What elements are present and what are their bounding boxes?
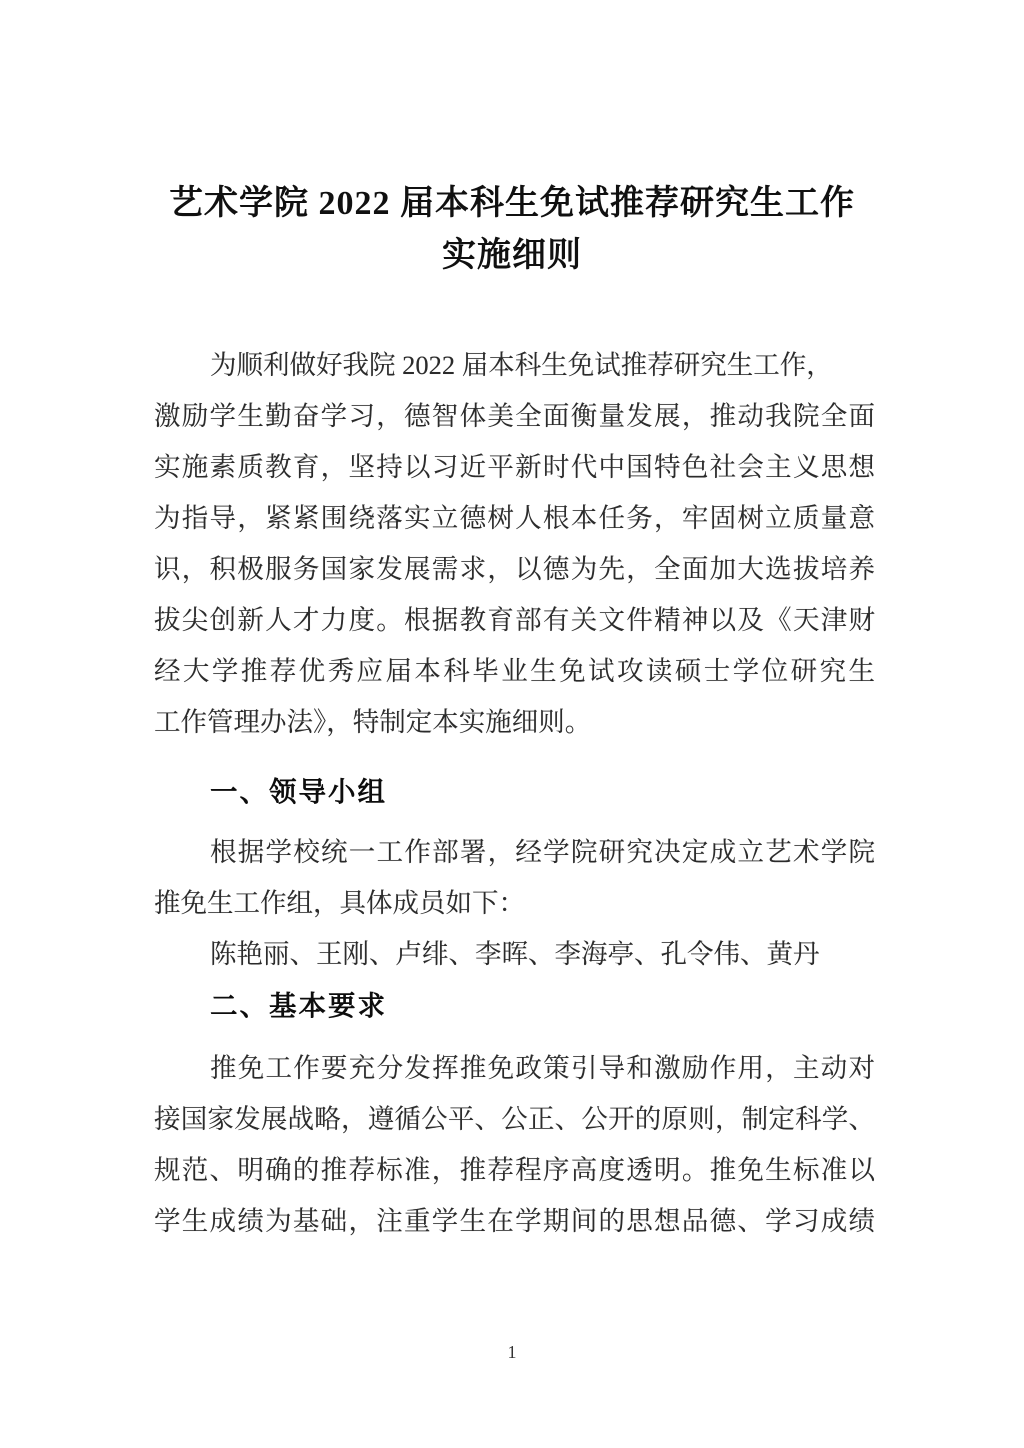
page-number: 1 bbox=[507, 1342, 517, 1362]
intro-line-5: 识，积极服务国家发展需求，以德为先，全面加大选拔培养 bbox=[154, 554, 875, 584]
members-list: 陈艳丽、王刚、卢绯、李晖、李海亭、孔令伟、黄丹 bbox=[210, 939, 820, 969]
intro-line-4: 为指导，紧紧围绕落实立德树人根本任务，牢固树立质量意 bbox=[154, 503, 875, 533]
section-heading-leadership: 一、领导小组 bbox=[210, 776, 387, 807]
intro-line-1: 为顺利做好我院 2022 届本科生免试推荐研究生工作， bbox=[210, 350, 833, 380]
intro-line-8: 工作管理办法》，特制定本实施细则。 bbox=[154, 707, 592, 737]
section2-line-3: 规范、明确的推荐标准，推荐程序高度透明。推免生标准以 bbox=[154, 1155, 875, 1185]
title-line-2: 实施细则 bbox=[442, 237, 582, 274]
intro-line-3: 实施素质教育，坚持以习近平新时代中国特色社会主义思想 bbox=[154, 452, 875, 482]
document-body bbox=[154, 340, 875, 1247]
section1-line-2: 推免生工作组，具体成员如下： bbox=[154, 888, 525, 918]
intro-line-6: 拔尖创新人才力度。根据教育部有关文件精神以及《天津财 bbox=[154, 605, 875, 635]
page-title bbox=[104, 178, 920, 282]
intro-line-7: 经大学推荐优秀应届本科毕业生免试攻读硕士学位研究生 bbox=[154, 656, 875, 686]
section2-line-1: 推免工作要充分发挥推免政策引导和激励作用，主动对 bbox=[210, 1053, 875, 1083]
title-line-1: 艺术学院 2022 届本科生免试推荐研究生工作 bbox=[169, 185, 855, 222]
section2-line-2: 接国家发展战略，遵循公平、公正、公开的原则，制定科学、 bbox=[154, 1104, 875, 1134]
section-heading-requirements: 二、基本要求 bbox=[210, 990, 387, 1021]
section1-line-1: 根据学校统一工作部署，经学院研究决定成立艺术学院 bbox=[210, 837, 875, 867]
section2-line-4: 学生成绩为基础，注重学生在学期间的思想品德、学习成绩 bbox=[154, 1206, 875, 1236]
intro-line-2: 激励学生勤奋学习，德智体美全面衡量发展，推动我院全面 bbox=[154, 401, 875, 431]
